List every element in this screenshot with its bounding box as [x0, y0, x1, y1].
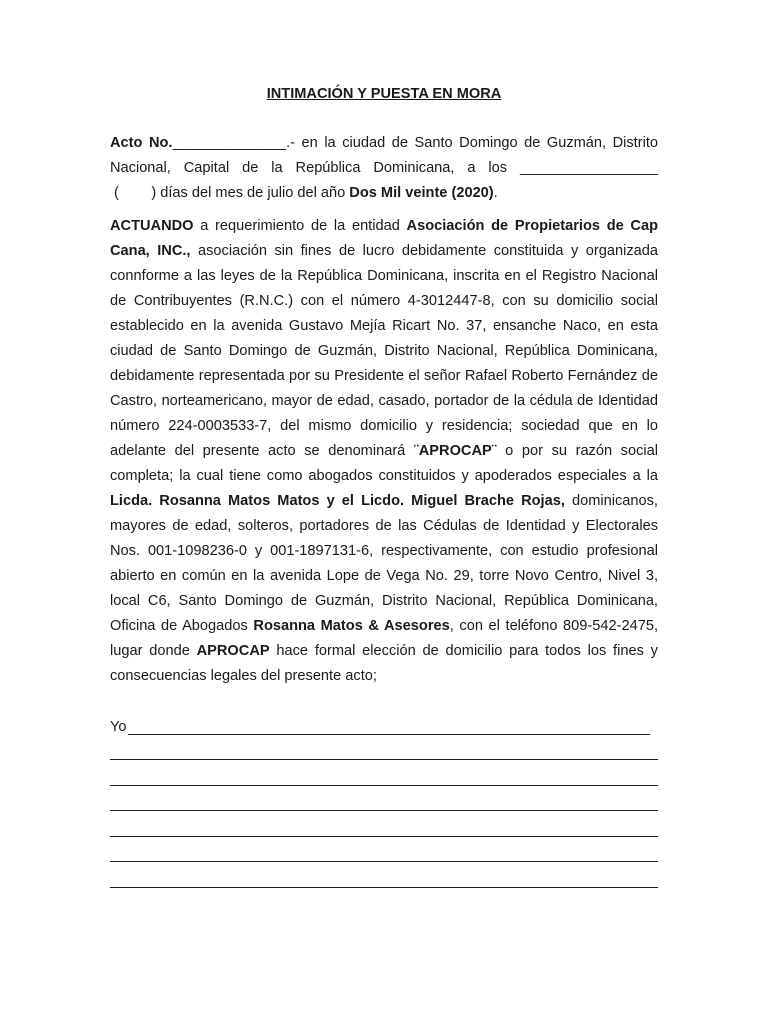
- actuando-paragraph: [110, 214, 658, 689]
- fill-line: [110, 792, 658, 818]
- fill-line: [110, 817, 658, 843]
- law-firm-name: Rosanna Matos & Asesores: [253, 618, 450, 634]
- intro-text-3: .: [493, 185, 498, 201]
- actuando-label: ACTUANDO: [110, 218, 194, 234]
- document-page: [110, 84, 658, 894]
- lawyers-names: Licda. Rosanna Matos Matos y el Licdo. Miguel Brache Rojas,: [110, 493, 565, 509]
- actuando-text-2: asociación sin fines de lucro debidamente constituida y organizada connforme a las leyes de la República Dominicana, inscrita en el Registro Nacional de Contribuyentes (R.N.C.) con el número 4-3012447-8, con su domicilio social establecido en la avenida Gustavo Mejía Ricart No. 37, ensanche Naco, en esta ciudad de Santo Domingo de Guzmán, Distrito Nacional, República Dominicana, debidamente representada por su Presidente el señor Rafael Roberto Fernández de Castro, norteamericano, mayor de edad, casado, portador de la cédula de Identidad número 224-0003533-7, del mismo domicilio y residencia; sociedad que en lo adelante del presente acto se denominará: [110, 243, 658, 459]
- fill-line: [110, 843, 658, 869]
- year-text: Dos Mil veinte (2020): [349, 185, 494, 201]
- yo-line: [110, 715, 658, 741]
- intro-text-1: .- en la ciudad de Santo Domingo de Guzmán, Distrito Nacional, Capital de la República Dominicana, a los: [110, 135, 658, 176]
- acto-label: Acto No.: [110, 135, 173, 151]
- actuando-text-5: , con el teléfono 809-542-2475, lugar donde: [110, 618, 658, 659]
- day-blank: _________________: [520, 160, 658, 176]
- fill-line: [110, 741, 658, 767]
- fill-line: [110, 868, 658, 894]
- intro-text-2: ( ) días del mes de julio del año: [110, 185, 350, 201]
- fill-line: [110, 766, 658, 792]
- actuando-text-6: hace formal elección de domicilio para todos los fines y consecuencias legales del presente acto;: [110, 643, 658, 684]
- entity-name: Asociación de Propietarios de Cap Cana, INC.,: [110, 218, 658, 259]
- aprocap-name-1: ¨APROCAP¨: [413, 443, 497, 459]
- actuando-text-3: o por su razón social completa; la cual tiene como abogados constituidos y apoderados especiales a la: [110, 443, 658, 484]
- actuando-text-4: dominicanos, mayores de edad, solteros, portadores de las Cédulas de Identidad y Electorales Nos. 001-1098236-0 y 001-1897131-6, respectivamente, con estudio profesional abierto en común en la avenida Lope de Vega No. 29, torre Novo Centro, Nivel 3, local C6, Santo Domingo de Guzmán, Distrito Nacional, República Dominicana, Oficina de Abogados: [110, 493, 658, 634]
- yo-fill-rule: [128, 734, 650, 735]
- yo-label: Yo: [110, 719, 127, 735]
- aprocap-name-2: APROCAP: [196, 643, 270, 659]
- intro-paragraph: [110, 131, 658, 206]
- actuando-text-1: a requerimiento de la entidad: [193, 218, 407, 234]
- document-title: INTIMACIÓN Y PUESTA EN MORA: [266, 86, 502, 102]
- acto-number-blank: ______________: [172, 135, 287, 151]
